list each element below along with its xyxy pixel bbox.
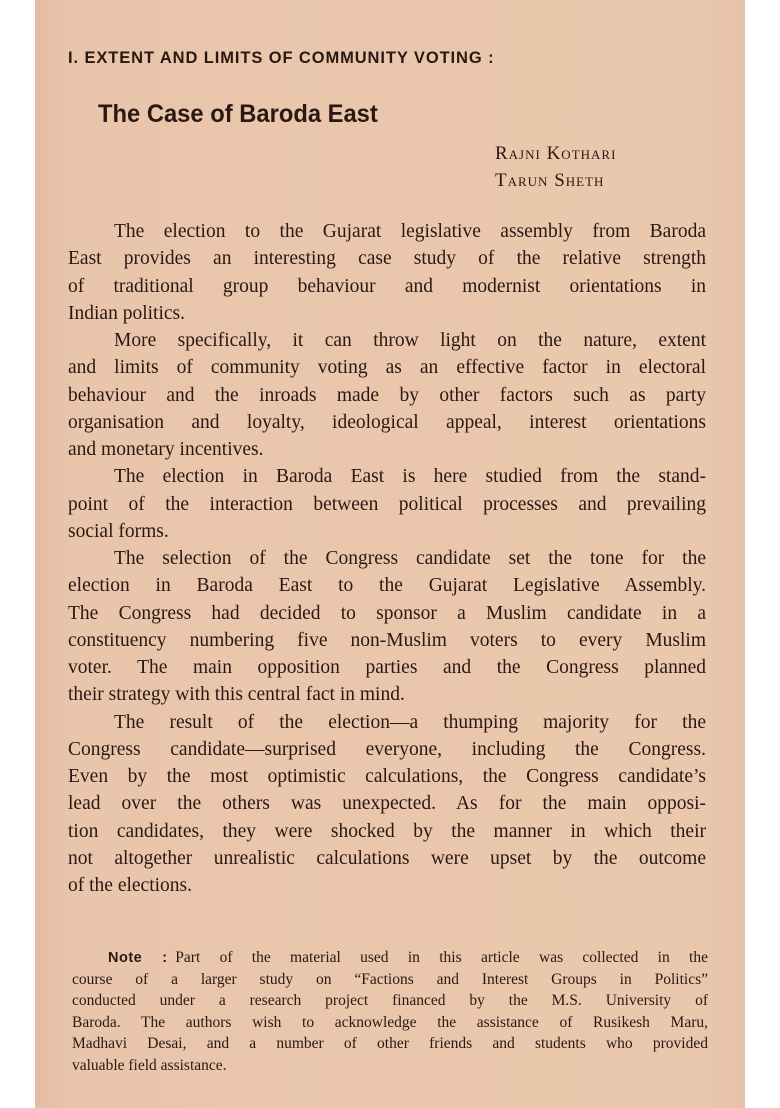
paragraph (68, 463, 706, 545)
paragraph (68, 709, 706, 900)
note-text: Part of the material used in this article was collected in the (175, 949, 708, 966)
text-line: not altogether unrealistic calculations were upset by the outcome (68, 847, 706, 869)
text-line: tion candidates, they were shocked by the manner in which their (68, 820, 706, 842)
note-line: valuable field assistance. (72, 1056, 227, 1074)
text-line: The result of the election—a thumping majority for the (114, 711, 706, 733)
text-line: The election in Baroda East is here studied from the stand- (114, 466, 706, 488)
note-line: conducted under a research project financed by the M.S. University of (72, 992, 708, 1010)
text-line: of traditional group behaviour and modernist orientations in (68, 275, 706, 297)
text-line: Indian politics. (68, 302, 185, 324)
text-line: East provides an interesting case study of the relative strength (68, 248, 706, 270)
text-line: behaviour and the inroads made by other factors such as party (68, 384, 706, 406)
text-line: The Congress had decided to sponsor a Muslim candidate in a (68, 602, 706, 624)
note-line: course of a larger study on “Factions and Interest Groups in Politics” (72, 970, 708, 988)
text-line: social forms. (68, 520, 169, 542)
text-line: constituency numbering five non-Muslim voters to every Muslim (68, 629, 706, 651)
text-line: point of the interaction between political processes and prevailing (68, 493, 706, 515)
text-line: The election to the Gujarat legislative assembly from Baroda (114, 221, 706, 242)
section-heading: I. EXTENT AND LIMITS OF COMMUNITY VOTING : (68, 49, 495, 67)
text-line: and monetary incentives. (68, 439, 264, 460)
text-line: Congress candidate—surprised everyone, including the Congress. (68, 738, 706, 760)
text-line: More specifically, it can throw light on the nature, extent (114, 330, 706, 351)
article-title: The Case of Baroda East (98, 100, 378, 128)
text-line: and limits of community voting as an effective factor in electoral (68, 357, 706, 379)
note-label: Note : (108, 950, 168, 966)
note-line (72, 947, 708, 969)
text-line: election in Baroda East to the Gujarat Legislative Assembly. (68, 575, 706, 597)
note-line: Baroda. The authors wish to acknowledge the assistance of Rusikesh Maru, (72, 1013, 708, 1031)
author-name: Tarun Sheth (495, 170, 605, 191)
paragraph (68, 327, 706, 463)
text-line: of the elections. (68, 875, 192, 896)
author-list (495, 140, 616, 194)
text-line: The selection of the Congress candidate set the tone for the (114, 548, 706, 569)
document-page (35, 0, 745, 1108)
text-line: voter. The main opposition parties and the Congress planned (68, 657, 706, 678)
text-line: organisation and loyalty, ideological appeal, interest orientations (68, 411, 706, 433)
footnote (72, 947, 708, 1077)
text-line: their strategy with this central fact in mind. (68, 684, 405, 706)
text-line: Even by the most optimistic calculations, the Congress candidate’s (68, 766, 706, 787)
author-name: Rajni Kothari (495, 143, 617, 164)
paragraph (68, 218, 706, 327)
text-line: lead over the others was unexpected. As for the main opposi- (68, 793, 706, 815)
article-body (68, 218, 706, 899)
note-line: Madhavi Desai, and a number of other friends and students who provided (72, 1035, 708, 1053)
paragraph (68, 545, 706, 709)
